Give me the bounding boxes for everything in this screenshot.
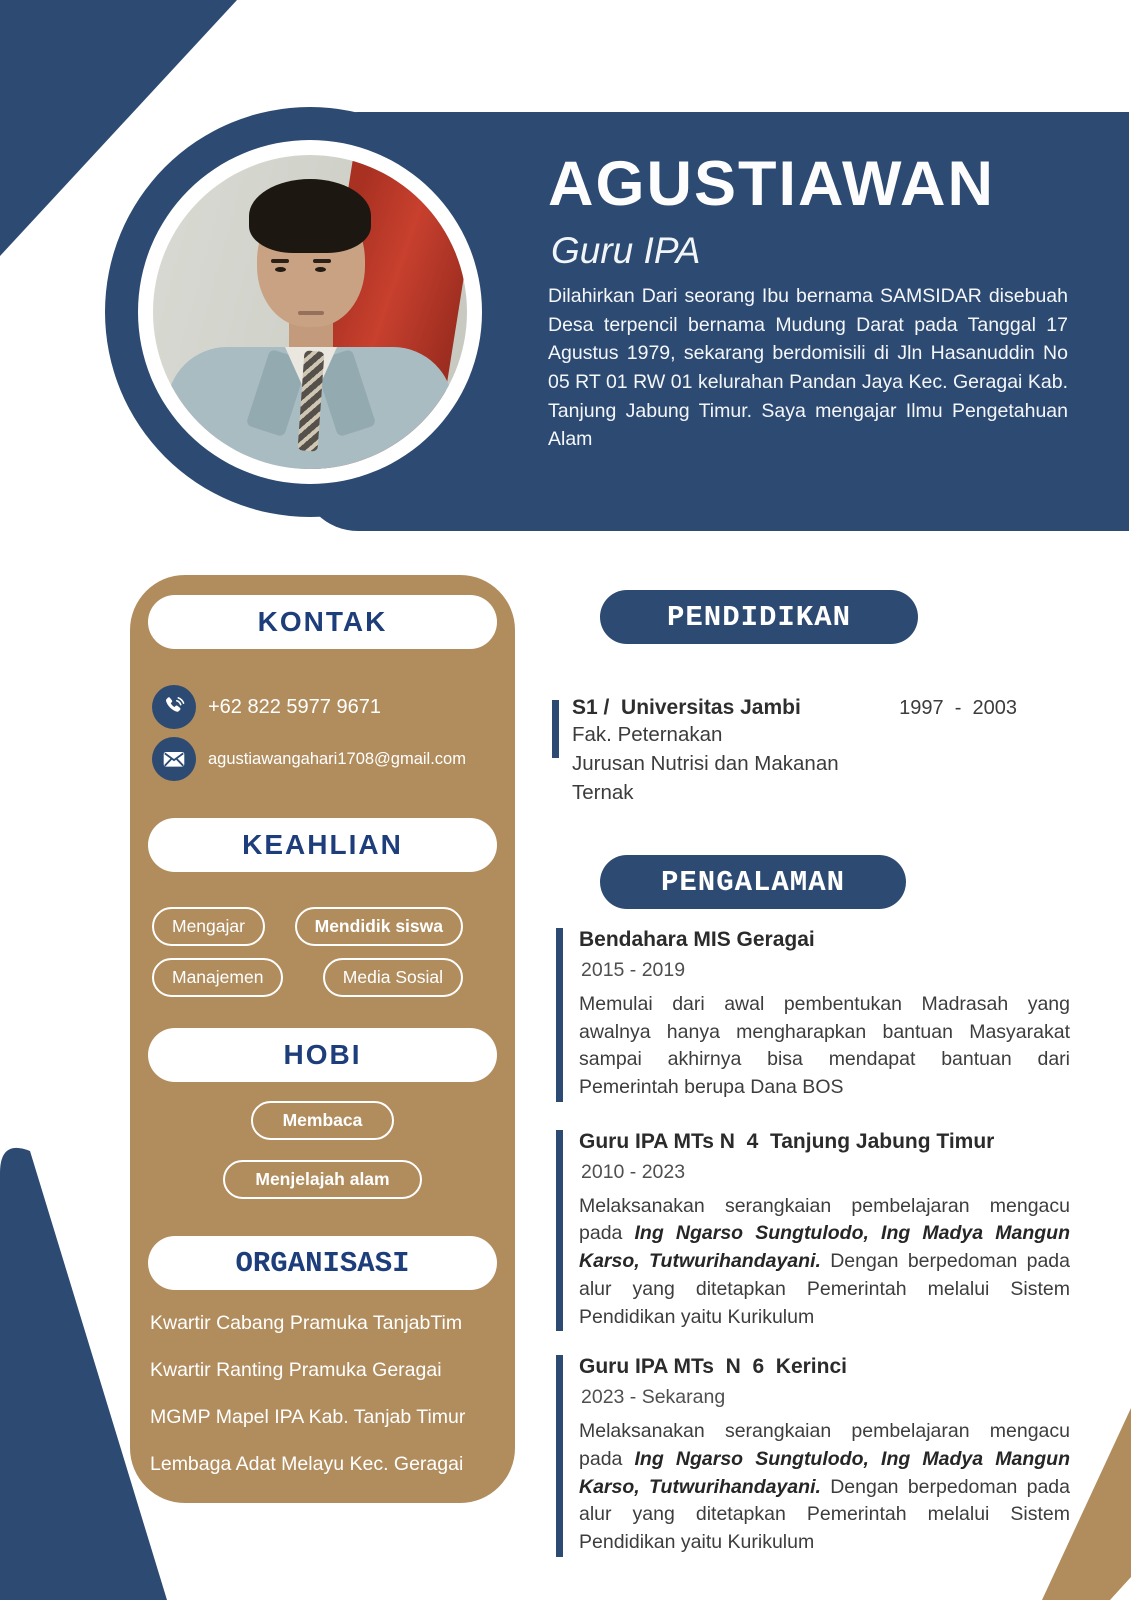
email-address: agustiawangahari1708@gmail.com [208, 749, 466, 768]
experience-title: Bendahara MIS Geragai [579, 928, 815, 951]
education-detail: Jurusan Nutrisi dan Makanan [572, 752, 839, 775]
education-detail: Ternak [572, 781, 634, 804]
phone-row [152, 685, 497, 729]
hobbies-section-title: HOBI [148, 1028, 497, 1082]
experience-title: Guru IPA MTs N 6 Kerinci [579, 1355, 847, 1379]
person-name: AGUSTIAWAN [548, 149, 996, 219]
skill-tag: Manajemen [152, 958, 283, 997]
skills-list [152, 907, 463, 997]
person-role: Guru IPA [551, 230, 701, 271]
contact-section-title: KONTAK [148, 595, 497, 649]
skills-section-title: KEAHLIAN [148, 818, 497, 872]
hobby-tag: Membaca [251, 1101, 395, 1140]
organization-item: Lembaga Adat Melayu Kec. Geragai [150, 1453, 464, 1475]
education-period: 1997 - 2003 [899, 697, 1017, 719]
experience-title: Guru IPA MTs N 4 Tanjung Jabung Timur [579, 1129, 995, 1153]
organization-item: Kwartir Ranting Pramuka Geragai [150, 1359, 442, 1381]
sidebar [130, 575, 515, 1503]
skill-tag: Media Sosial [323, 958, 463, 997]
experience-entry [556, 1130, 1070, 1331]
skill-tag: Mengajar [152, 907, 265, 946]
organization-item: Kwartir Cabang Pramuka TanjabTim [150, 1312, 463, 1334]
education-entry [552, 696, 1068, 807]
experience-description: Memulai dari awal pembentukan Madrasah yang awalnya hanya mengharapkan bantuan Masyarakat sampai akhirnya bisa mendapat bantuan dari Pemerintah berupa Dana BOS [579, 993, 1070, 1099]
envelope-icon [152, 737, 196, 781]
experience-section-title: PENGALAMAN [600, 855, 906, 909]
education-section-title: PENDIDIKAN [600, 590, 918, 644]
experience-description: Melaksanakan serangkaian pembelajaran mengacu pada Ing Ngarso Sungtulodo, Ing Madya Mangun Karso, Tutwurihandayani. Dengan berpedoman pada alur yang ditetapkan Pemerintah melalui Sistem Pendidikan yaitu Kurikulum [579, 1420, 1070, 1553]
experience-entry [556, 1355, 1070, 1556]
hobby-tag: Menjelajah alam [223, 1160, 421, 1199]
education-degree: S1 / Universitas Jambi [572, 696, 801, 719]
experience-period: 2023 - Sekarang [581, 1386, 726, 1409]
organizations-list [130, 1306, 515, 1481]
organizations-section-title: ORGANISASI [148, 1236, 497, 1290]
email-row [152, 737, 497, 781]
profile-photo [153, 155, 467, 469]
skill-tag: Mendidik siswa [295, 907, 463, 946]
person-bio: Dilahirkan Dari seorang Ibu bernama SAMSIDAR disebuah Desa terpencil bernama Mudung Darat pada Tanggal 17 Agustus 1979, sekarang berdomisili di Jln Hasanuddin No 05 RT 01 RW 01 kelurahan Pandan Jaya Kec. Geragai Kab. Tanjung Jabung Timur. Saya mengajar Ilmu Pengetahuan Alam [548, 285, 1068, 451]
organization-item: MGMP Mapel IPA Kab. Tanjab Timur [150, 1406, 466, 1428]
experience-description: Melaksanakan serangkaian pembelajaran mengacu pada Ing Ngarso Sungtulodo, Ing Madya Mangun Karso, Tutwurihandayani. Dengan berpedoman pada alur yang ditetapkan Pemerintah melalui Sistem Pendidikan yaitu Kurikulum [579, 1194, 1070, 1328]
experience-period: 2015 - 2019 [581, 959, 686, 981]
experience-entry [556, 928, 1070, 1102]
phone-icon [152, 685, 196, 729]
education-detail: Fak. Peternakan [572, 723, 723, 746]
experience-period: 2010 - 2023 [581, 1160, 686, 1183]
experience-list [556, 928, 1070, 1557]
phone-number: +62 822 5977 9671 [208, 695, 381, 718]
